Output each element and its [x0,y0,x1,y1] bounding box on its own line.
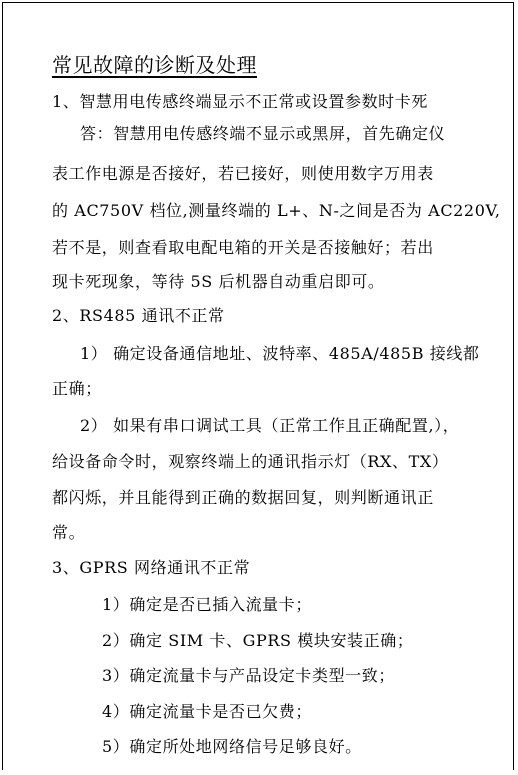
section-3-list-item: 3）确定流量卡与产品设定卡类型一致； [102,666,395,685]
section-1-paragraph-line: 现卡死现象，等待 5S 后机器自动重启即可。 [52,272,385,291]
page-title: 常见故障的诊断及处理 [52,53,257,77]
section-3-list-item: 2）确定 SIM 卡、GPRS 模块安装正确； [102,631,414,650]
section-3-heading: 3、GPRS 网络通讯不正常 [52,558,251,577]
section-2-item-line: 给设备命令时，观察终端上的通讯指示灯（RX、TX） [52,452,449,471]
section-3-list-item: 4）确定流量卡是否已欠费； [102,702,312,721]
section-1-paragraph-line: 答：智慧用电传感终端不显示或黑屏，首先确定仪 [80,124,446,143]
section-3-list-item: 5）确定所处地网络信号足够良好。 [102,737,362,756]
section-3-list-item: 1）确定是否已插入流量卡； [102,595,312,614]
section-1-paragraph-line: 若不是，则查看取电配电箱的开关是否接触好；若出 [52,238,434,257]
section-2-item-line: 2） 如果有串口调试工具（正常工作且正确配置,）， [80,416,460,435]
section-2-item-line: 常。 [52,523,86,542]
section-2-item-line: 都闪烁，并且能得到正确的数据回复，则判断通讯正 [52,488,434,507]
section-1-heading: 1、智慧用电传感终端显示不正常或设置参数时卡死 [52,92,428,111]
section-1-paragraph-line: 的 AC750V 档位,测量终端的 L+、N-之间是否为 AC220V, [52,201,501,220]
section-2-item-line: 正确； [52,379,102,398]
section-2-item-line: 1） 确定设备通信地址、波特率、485A/485B 接线都 [80,344,480,363]
section-1-paragraph-line: 表工作电源是否接好，若已接好，则使用数字万用表 [52,164,434,183]
section-2-heading: 2、RS485 通讯不正常 [52,306,225,325]
